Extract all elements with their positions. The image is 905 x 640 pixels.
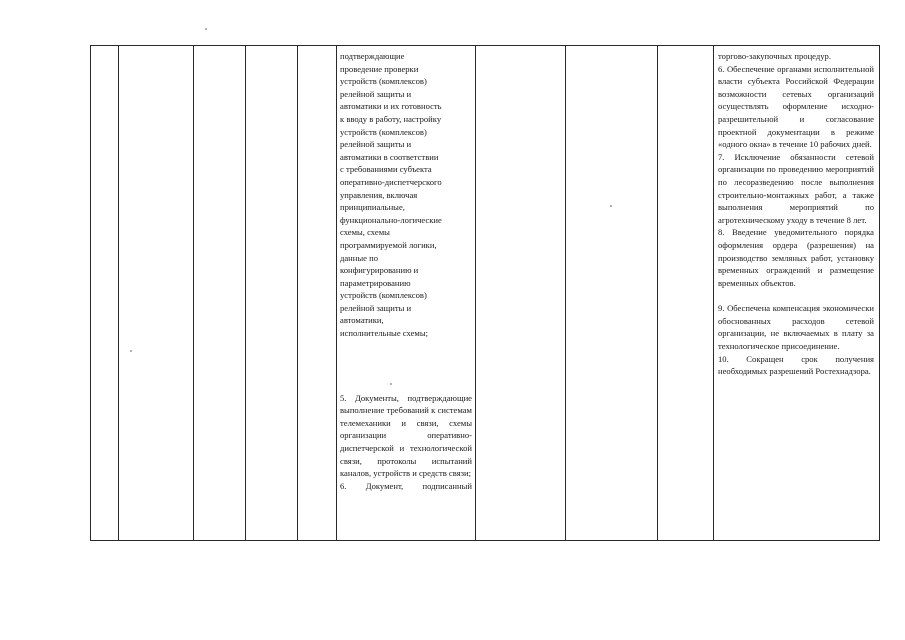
table-column-divider [118, 45, 119, 541]
doc-line: устройств (комплексов) [340, 126, 427, 137]
requirements-cell-text [340, 50, 472, 492]
doc-line: релейной защиты и [340, 88, 412, 99]
doc-line: исполнительные схемы; [340, 328, 428, 339]
doc-line: данные по [340, 252, 379, 263]
doc-paragraph: торгово-закупочных процедур. [718, 51, 831, 61]
doc-list-item: 8. Введение уведомительного порядка оформления ордера (разрешения) на производство земляных работ, установку временных ограждений и размещение временных объектов. [718, 227, 874, 288]
doc-line: устройств (комплексов) [340, 290, 427, 301]
doc-line: автоматики в соответствии [340, 151, 439, 162]
table-column-divider [336, 45, 337, 541]
table-column-divider [657, 45, 658, 541]
table-column-divider [565, 45, 566, 541]
doc-line: автоматики, [340, 315, 384, 326]
doc-line: устройств (комплексов) [340, 76, 427, 87]
doc-line: программируемой логики, [340, 239, 437, 250]
results-cell-text [718, 50, 874, 378]
doc-list-item: 9. Обеспечена компенсация экономически обоснованных расходов сетевой организации, не включаемых в плату за технологическое присоединение. [718, 303, 874, 352]
doc-line: релейной защиты и [340, 302, 412, 313]
table-column-divider [297, 45, 298, 541]
table-top-border [90, 45, 880, 46]
scan-speck [130, 350, 132, 352]
table-bottom-border [90, 540, 880, 541]
doc-line: к вводу в работу, настройку [340, 113, 442, 124]
doc-line: проведение проверки [340, 63, 419, 74]
table-column-divider [90, 45, 91, 541]
doc-line: функционально-логические [340, 214, 442, 225]
doc-line: схемы, схемы [340, 227, 390, 238]
doc-line: релейной защиты и [340, 139, 412, 150]
doc-line: с требованиями субъекта [340, 164, 432, 175]
doc-line: управления, включая [340, 189, 418, 200]
doc-paragraph: 5. Документы, подтверждающие выполнение требований к системам телемеханики и связи, схемы организации оперативно-диспетчерской и технологической связи, протоколы испытаний каналов, устройств и средств связи; [340, 392, 472, 479]
doc-line: автоматики и их готовность [340, 101, 442, 112]
table-column-divider [879, 45, 880, 541]
doc-list-item: 6. Обеспечение органами исполнительной власти субъекта Российской Федерации возможности сетевых организаций осуществлять оформление исходно-разрешительной и согласование проектной документации в режиме «одного окна» в течение 10 рабочих дней. [718, 63, 874, 150]
doc-list-item: 10. Сокращен срок получения необходимых разрешений Ростехнадзора. [718, 353, 874, 377]
doc-line: конфигурированию и [340, 265, 419, 276]
doc-line: оперативно-диспетчерского [340, 176, 442, 187]
table-column-divider [245, 45, 246, 541]
doc-paragraph: 6. Документ, подписанный [340, 480, 472, 491]
doc-line: принципиальные, [340, 202, 405, 213]
doc-line: параметрированию [340, 277, 411, 288]
doc-line: подтверждающие [340, 51, 405, 61]
doc-list-item: 7. Исключение обязанности сетевой организации по проведению мероприятий по лесоразведению после выполнения строительно-монтажных работ, а также выполнения мероприятий по агротехническому уходу в течение 8 лет. [718, 151, 874, 225]
scan-speck [205, 28, 207, 30]
scan-speck [610, 205, 612, 207]
table-column-divider [475, 45, 476, 541]
table-column-divider [193, 45, 194, 541]
table-column-divider [713, 45, 714, 541]
